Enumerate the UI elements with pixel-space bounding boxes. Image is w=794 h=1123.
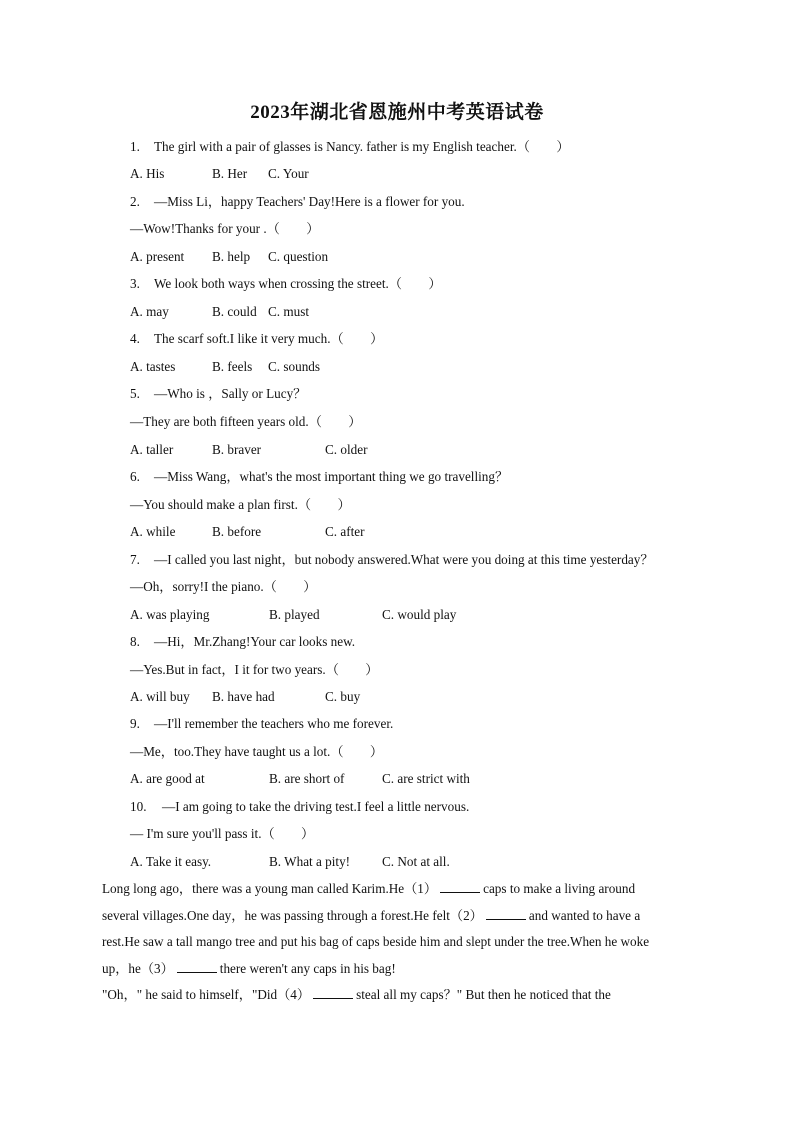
question-6-line-1: [130, 467, 508, 487]
question-6-options: [130, 522, 365, 542]
question-text: The scarf soft.I like it very much.（ ）: [154, 331, 384, 346]
question-number: 1.: [130, 139, 140, 154]
option-a[interactable]: A. tastes: [130, 359, 176, 374]
passage-text: and wanted to have a: [528, 907, 641, 923]
question-7-line-2: —Oh，sorry!I the piano.（ ）: [130, 579, 317, 594]
question-text: The girl with a pair of glasses is Nancy. father is my English teacher.（ ）: [154, 139, 570, 154]
passage-text: Long long ago，there was a young man called Karim.He（1）: [102, 881, 438, 896]
question-4-line-1: [130, 329, 383, 349]
passage-text: "Oh，" he said to himself，"Did（4）: [102, 987, 311, 1002]
cloze-passage: [102, 876, 688, 1009]
option-a[interactable]: A. His: [130, 166, 165, 181]
question-number: 4.: [130, 331, 140, 346]
answer-blank-3[interactable]: [177, 960, 217, 973]
question-text: —I am going to take the driving test.I feel a little nervous.: [162, 799, 470, 814]
option-b[interactable]: B. What a pity!: [269, 854, 351, 869]
option-c[interactable]: C. older: [325, 442, 368, 457]
question-9-options: [130, 769, 470, 789]
passage-line-5: [102, 982, 688, 1009]
option-c[interactable]: C. would play: [382, 607, 457, 622]
option-a[interactable]: A. was playing: [130, 607, 210, 622]
question-text: —Miss Wang，what's the most important thing we go travelling？: [154, 469, 509, 484]
option-a[interactable]: A. while: [130, 524, 176, 539]
passage-text: steal all my caps？" But then he noticed that the: [356, 987, 611, 1002]
option-b[interactable]: B. have had: [212, 689, 275, 704]
passage-text: up，he（3）: [102, 960, 174, 976]
option-a[interactable]: A. present: [130, 249, 185, 264]
option-b[interactable]: B. are short of: [269, 771, 345, 786]
question-number: 7.: [130, 552, 140, 567]
question-text: —Who is ，Sally or Lucy？: [154, 386, 307, 401]
page-title: 2023年湖北省恩施州中考英语试卷: [250, 102, 544, 123]
option-a[interactable]: A. Take it easy.: [130, 854, 212, 869]
option-c[interactable]: C. after: [325, 524, 365, 539]
passage-text: rest.He saw a tall mango tree and put his bag of caps beside him and slept under the tree.When he woke: [102, 934, 650, 949]
question-text: —I called you last night，but nobody answered.What were you doing at this time yesterday？: [154, 552, 654, 567]
option-b[interactable]: B. braver: [212, 442, 262, 457]
question-number: 2.: [130, 194, 140, 209]
question-7-options: [130, 605, 456, 625]
question-2-options: [130, 247, 328, 267]
question-4-options: [130, 357, 320, 377]
question-number: 6.: [130, 469, 140, 484]
question-number: 8.: [130, 634, 140, 649]
question-5-options: [130, 440, 368, 460]
passage-line-3: [102, 929, 688, 956]
question-1-options: [130, 164, 309, 184]
question-9-line-1: [130, 714, 393, 734]
option-b[interactable]: B. played: [269, 607, 320, 622]
option-b[interactable]: B. help: [212, 249, 251, 264]
answer-blank-4[interactable]: [313, 986, 353, 999]
question-text: —I'll remember the teachers who me forever.: [154, 716, 394, 731]
question-3-options: [130, 302, 309, 322]
passage-line-2: [102, 903, 688, 930]
question-8-line-2: —Yes.But in fact，I it for two years.（ ）: [130, 662, 379, 677]
option-b[interactable]: B. before: [212, 524, 262, 539]
option-c[interactable]: C. Not at all.: [382, 854, 450, 869]
question-8-line-1: [130, 632, 355, 652]
question-number: 9.: [130, 716, 140, 731]
question-9-line-2: —Me，too.They have taught us a lot.（ ）: [130, 744, 384, 759]
answer-blank-2[interactable]: [486, 907, 526, 920]
passage-line-1: [102, 876, 688, 903]
option-b[interactable]: B. feels: [212, 359, 253, 374]
question-6-line-2: —You should make a plan first.（ ）: [130, 497, 351, 512]
option-c[interactable]: C. sounds: [268, 359, 321, 374]
passage-text: caps to make a living around: [483, 881, 636, 896]
question-5-line-1: [130, 384, 306, 404]
option-a[interactable]: A. taller: [130, 442, 174, 457]
question-2-line-1: [130, 192, 465, 212]
option-b[interactable]: B. Her: [212, 166, 248, 181]
passage-text: there weren't any caps in his bag!: [219, 960, 396, 976]
passage-line-4: [102, 956, 688, 983]
option-a[interactable]: A. are good at: [130, 771, 205, 786]
passage-text: several villages.One day，he was passing through a forest.He felt（2）: [102, 907, 483, 923]
option-c[interactable]: C. buy: [325, 689, 361, 704]
question-number: 10.: [130, 799, 147, 814]
question-7-line-1: [130, 550, 654, 570]
option-c[interactable]: C. Your: [268, 166, 309, 181]
question-8-options: [130, 687, 360, 707]
question-10-line-1: [130, 797, 469, 817]
option-a[interactable]: A. may: [130, 304, 169, 319]
option-b[interactable]: B. could: [212, 304, 257, 319]
question-2-line-2: —Wow!Thanks for your .（ ）: [130, 221, 320, 236]
option-c[interactable]: C. must: [268, 304, 310, 319]
option-c[interactable]: C. are strict with: [382, 771, 470, 786]
question-text: —Miss Li，happy Teachers' Day!Here is a flower for you.: [154, 194, 465, 209]
question-number: 3.: [130, 276, 140, 291]
question-text: —Hi，Mr.Zhang!Your car looks new.: [154, 634, 356, 649]
option-c[interactable]: C. question: [268, 249, 329, 264]
question-5-line-2: —They are both fifteen years old.（ ）: [130, 414, 362, 429]
option-a[interactable]: A. will buy: [130, 689, 190, 704]
question-1-line-1: [130, 137, 570, 157]
question-text: We look both ways when crossing the street.（ ）: [154, 276, 442, 291]
question-number: 5.: [130, 386, 140, 401]
answer-blank-1[interactable]: [440, 880, 480, 893]
question-10-line-2: — I'm sure you'll pass it.（ ）: [130, 826, 315, 841]
question-10-options: [130, 852, 450, 872]
question-3-line-1: [130, 274, 442, 294]
